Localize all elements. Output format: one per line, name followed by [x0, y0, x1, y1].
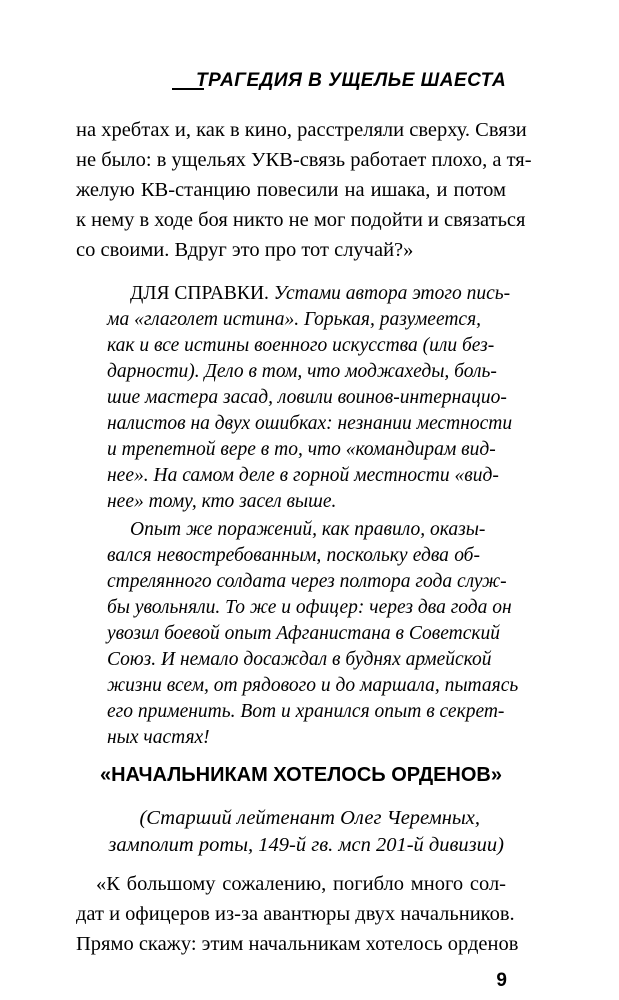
- note-line: налистов на двух ошибках: незнании местности: [107, 413, 513, 434]
- section-title: «НАЧАЛЬНИКАМ ХОТЕЛОСЬ ОРДЕНОВ»: [99, 764, 502, 786]
- section-author: замполит роты, 149-й гв. мсп 201-й дивизии): [108, 834, 504, 856]
- paragraph1-line: к нему в ходе боя никто не мог подойти и связаться: [76, 209, 526, 231]
- note-line: Опыт же поражений, как правило, оказы-: [130, 519, 486, 540]
- note-line: и трепетной вере в то, что «командирам вид-: [107, 439, 496, 460]
- note-line: ных частях!: [107, 727, 210, 748]
- note-text: Устами автора этого пись-: [273, 283, 511, 304]
- note-line: дарности). Дело в том, что моджахеды, боль-: [107, 361, 497, 382]
- note-line: увозил боевой опыт Афганистана в Советский: [107, 623, 501, 644]
- note-line: нее» тому, кто засел выше.: [107, 491, 337, 512]
- note-line: шие мастера засад, ловили воинов-интернацио-: [107, 387, 507, 408]
- note-first-line: [130, 283, 511, 305]
- note-line: бы увольняли. То же и офицер: через два года он: [107, 597, 512, 618]
- note-line: вался невостребованным, поскольку едва об-: [107, 545, 480, 566]
- note-line: ма «глаголет истина». Горькая, разумеется,: [107, 309, 482, 330]
- paragraph1-line: на хребтах и, как в кино, расстреляли сверху. Связи: [76, 119, 527, 141]
- paragraph2-line: Прямо скажу: этим начальникам хотелось орденов: [76, 933, 519, 955]
- paragraph1-line: желую КВ-станцию повесили на ишака, и потом: [76, 179, 506, 201]
- paragraph2-line: «К большому сожалению, погибло много сол-: [96, 873, 506, 895]
- header-title: ТРАГЕДИЯ В УЩЕЛЬЕ ШАЕСТА: [196, 70, 507, 91]
- note-line: его применить. Вот и хранился опыт в секрет-: [107, 701, 505, 722]
- running-header: [172, 70, 507, 96]
- note-line: стрелянного солдата через полтора года служ-: [107, 571, 507, 592]
- note-line: жизни всем, от рядового и до маршала, пытаясь: [107, 675, 519, 696]
- note-line: нее». На самом деле в горной местности «вид-: [107, 465, 499, 486]
- paragraph2-line: дат и офицеров из-за авантюры двух начальников.: [76, 903, 515, 925]
- paragraph1-line: со своими. Вдруг это про тот случай?»: [76, 239, 414, 261]
- section-author: (Старший лейтенант Олег Черемных,: [139, 807, 480, 829]
- note-label: ДЛЯ СПРАВКИ.: [130, 283, 269, 304]
- paragraph1-line: не было: в ущельях УКВ-связь работает плохо, а тя-: [76, 149, 532, 171]
- note-line: Союз. И немало досаждал в буднях армейской: [107, 649, 492, 670]
- page-number: 9: [496, 970, 507, 991]
- note-line: как и все истины военного искусства (или без-: [107, 335, 495, 356]
